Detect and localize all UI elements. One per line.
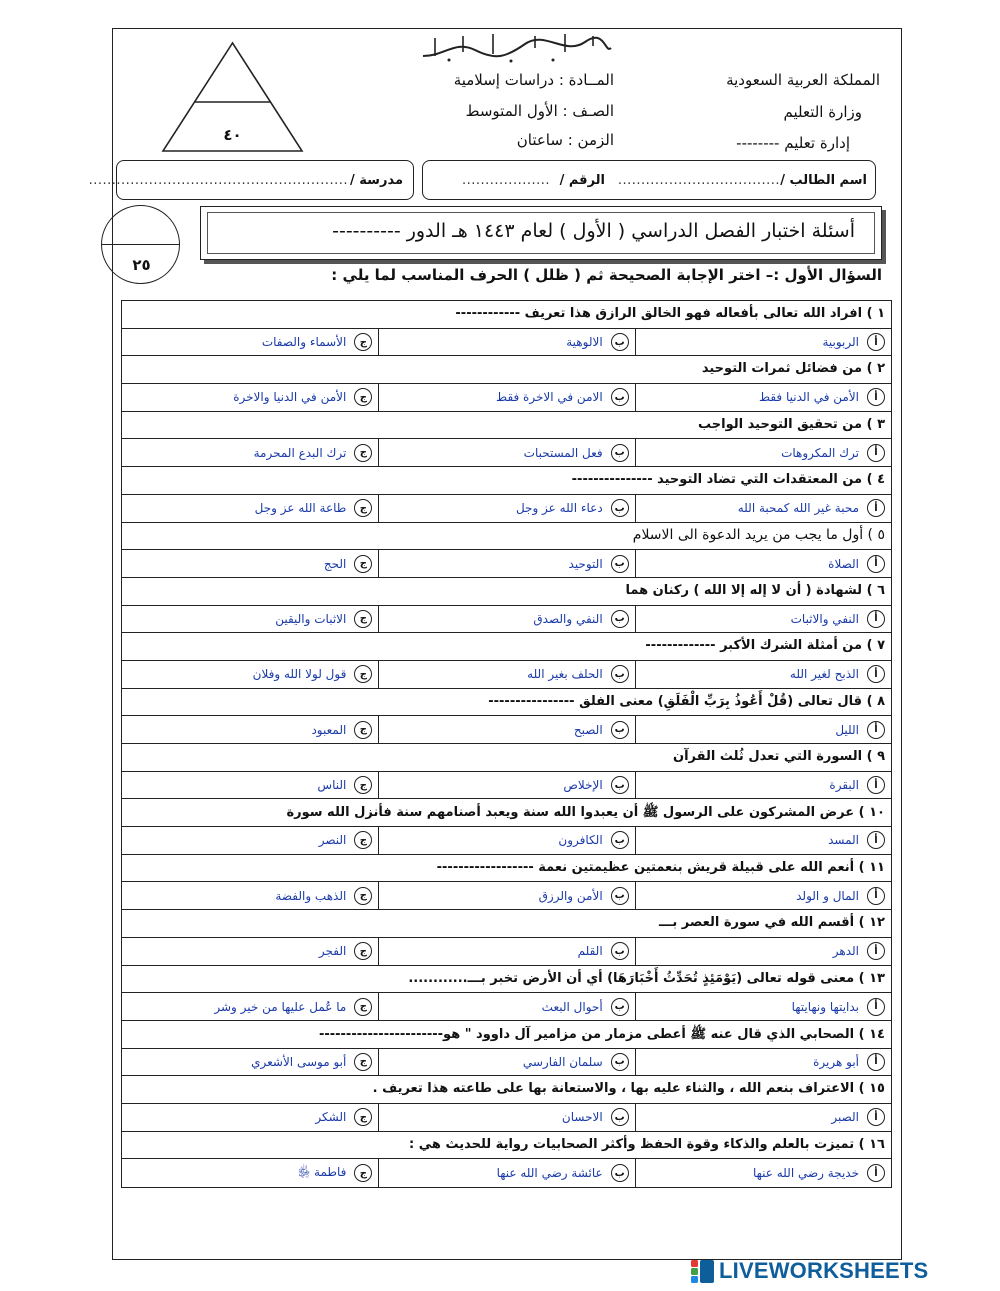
answer-option[interactable] xyxy=(378,439,634,466)
answer-option[interactable] xyxy=(122,1159,378,1187)
option-letter-circle[interactable]: أ xyxy=(867,887,885,905)
option-letter-circle[interactable]: أ xyxy=(867,610,885,628)
options-row xyxy=(122,1049,891,1077)
question-text: ١١ ) أنعم الله على قبيلة قريش بنعمتين عظيمتين نعمة ------------------ xyxy=(436,859,885,875)
answer-option[interactable] xyxy=(635,384,891,411)
options-row xyxy=(122,606,891,634)
option-letter-circle[interactable]: أ xyxy=(867,388,885,406)
time-label: الزمن : ساعتان xyxy=(516,131,614,149)
option-text: أبو هريرة xyxy=(813,1054,859,1069)
directorate-label: إدارة تعليم -------- xyxy=(736,134,850,152)
question-text: ١٠ ) عرض المشركون على الرسول ﷺ أن يعبدوا الله سنة ويعبد أصنامهم سنة فأنزل الله سورة xyxy=(286,805,885,821)
option-text: خديجة رضي الله عنها xyxy=(752,1166,859,1181)
option-letter-circle[interactable]: أ xyxy=(867,1108,885,1126)
question-text: ٧ ) من أمثلة الشرك الأكبر ------------- xyxy=(645,638,885,654)
question-row xyxy=(122,966,891,994)
question-row xyxy=(122,1076,891,1104)
question-text: ١٤ ) الصحابي الذي قال عنه ﷺ أعطى مزمار من مزامير آل داوود " هو----------------------- xyxy=(318,1026,885,1042)
option-text: الاثبات واليقين xyxy=(275,611,347,626)
option-text: ما عُمل عليها من خير وشر xyxy=(214,999,347,1014)
option-letter-circle[interactable]: أ xyxy=(867,831,885,849)
option-text: عائشة رضي الله عنها xyxy=(496,1166,603,1181)
answer-option[interactable] xyxy=(122,882,378,909)
option-text: قول لولا الله وفلان xyxy=(252,667,347,682)
options-row xyxy=(122,495,891,523)
answer-option[interactable] xyxy=(122,661,378,688)
answer-option[interactable] xyxy=(378,993,634,1020)
option-text: التوحيد xyxy=(568,556,603,571)
option-text: الامن في الاخرة فقط xyxy=(496,390,603,405)
option-text: الذهب والفضة xyxy=(275,888,347,903)
option-letter-circle[interactable]: أ xyxy=(867,444,885,462)
options-row xyxy=(122,661,891,689)
option-text: البقرة xyxy=(829,778,859,793)
option-letter-circle[interactable]: ج xyxy=(354,444,372,462)
option-text: الحلف بغير الله xyxy=(527,667,603,682)
options-row xyxy=(122,1159,891,1187)
answer-option[interactable] xyxy=(122,993,378,1020)
student-number-label: الرقم / xyxy=(559,173,605,188)
option-letter-circle[interactable]: ب xyxy=(611,721,629,739)
option-text: الحج xyxy=(323,556,347,571)
question-text: ١٥ ) الاعتراف بنعم الله ، والثناء عليه بها ، والاستعانة بها على طاعته هذا تعريف . xyxy=(372,1081,885,1097)
option-letter-circle[interactable]: ج xyxy=(354,388,372,406)
options-row xyxy=(122,827,891,855)
answer-option[interactable] xyxy=(378,772,634,799)
option-letter-circle[interactable]: ب xyxy=(611,998,629,1016)
question-row xyxy=(122,910,891,938)
option-text: الاحسان xyxy=(561,1110,603,1125)
answer-option[interactable] xyxy=(635,495,891,522)
answer-option[interactable] xyxy=(378,661,634,688)
basmala-calligraphy xyxy=(415,30,615,64)
option-letter-circle[interactable]: ج xyxy=(354,887,372,905)
liveworksheets-logo-text: LIVEWORKSHEETS xyxy=(719,1258,929,1283)
answer-option[interactable] xyxy=(122,827,378,854)
student-name-label: اسم الطالب / xyxy=(780,173,867,188)
option-letter-circle[interactable]: أ xyxy=(867,1053,885,1071)
options-row xyxy=(122,550,891,578)
option-letter-circle[interactable]: ج xyxy=(354,610,372,628)
answer-option[interactable] xyxy=(635,439,891,466)
answer-option[interactable] xyxy=(378,882,634,909)
option-text: الصبح xyxy=(573,722,603,737)
question-row xyxy=(122,1021,891,1049)
answer-option[interactable] xyxy=(635,661,891,688)
options-row xyxy=(122,439,891,467)
option-letter-circle[interactable]: ب xyxy=(611,1164,629,1182)
option-text: الأسماء والصفات xyxy=(261,335,347,350)
option-text: ترك البدع المحرمة xyxy=(253,445,347,460)
answer-option[interactable] xyxy=(635,1049,891,1076)
question-row xyxy=(122,578,891,606)
option-letter-circle[interactable]: ب xyxy=(611,942,629,960)
question-text: ٤ ) من المعتقدات التي تضاد التوحيد --------------- xyxy=(571,472,885,488)
answer-option[interactable] xyxy=(122,1104,378,1131)
answer-option[interactable] xyxy=(378,1159,634,1187)
grade-label: الصـف : الأول المتوسط xyxy=(465,102,614,120)
answer-option[interactable] xyxy=(378,384,634,411)
option-text: النصر xyxy=(318,833,347,848)
question-text: ١٣ ) معنى قوله تعالى (يَوْمَئِذٍ تُحَدِّثُ أَخْبَارَهَا) أي أن الأرض تخبر بـــ............ xyxy=(408,970,885,986)
subject-label: المــادة : دراسات إسلامية xyxy=(453,71,614,89)
option-text: طاعة الله عز وجل xyxy=(254,501,347,516)
question-text: ٩ ) السورة التي تعدل ثُلث القرآن xyxy=(673,749,885,764)
option-letter-circle[interactable]: أ xyxy=(867,555,885,573)
option-letter-circle[interactable]: ب xyxy=(611,333,629,351)
option-letter-circle[interactable]: ج xyxy=(354,333,372,351)
option-letter-circle[interactable]: أ xyxy=(867,998,885,1016)
answer-option[interactable] xyxy=(635,882,891,909)
student-number-field[interactable]: ................... xyxy=(461,173,550,188)
question-text: ١ ) افراد الله تعالى بأفعاله فهو الخالق الرازق هذا تعريف ------------ xyxy=(455,306,885,321)
option-text: أحوال البعث xyxy=(541,999,603,1014)
option-letter-circle[interactable]: ب xyxy=(611,499,629,517)
option-text: الأمن والرزق xyxy=(538,888,603,903)
answer-option[interactable] xyxy=(635,1104,891,1131)
kingdom-label: المملكة العربية السعودية xyxy=(726,71,880,89)
answer-option[interactable] xyxy=(635,606,891,633)
answer-option[interactable] xyxy=(122,329,378,356)
option-text: الصبر xyxy=(831,1110,859,1125)
options-row xyxy=(122,329,891,357)
liveworksheets-logo-icon xyxy=(690,1258,716,1284)
options-row xyxy=(122,716,891,744)
option-letter-circle[interactable]: ب xyxy=(611,1108,629,1126)
option-text: القلم xyxy=(577,944,603,959)
school-field[interactable]: ........................................................ xyxy=(88,173,348,188)
exam-title-box xyxy=(200,206,882,260)
answer-option[interactable] xyxy=(122,1049,378,1076)
options-row xyxy=(122,384,891,412)
option-letter-circle[interactable]: ج xyxy=(354,555,372,573)
option-letter-circle[interactable]: ج xyxy=(354,831,372,849)
option-letter-circle[interactable]: أ xyxy=(867,721,885,739)
student-info-box xyxy=(422,160,876,200)
section-heading: السؤال الأول :– اختر الإجابة الصحيحة ثم ( ظلل ) الحرف المناسب لما يلي : xyxy=(331,266,882,284)
option-text: الدهر xyxy=(832,944,859,959)
options-row xyxy=(122,882,891,910)
question-row xyxy=(122,689,891,717)
school-info-box xyxy=(88,160,414,200)
option-letter-circle[interactable]: ب xyxy=(611,444,629,462)
answer-option[interactable] xyxy=(378,827,634,854)
answer-option[interactable] xyxy=(635,550,891,577)
question-text: ٦ ) لشهادة ( أن لا إله إلا الله ) ركنان هما xyxy=(625,582,885,598)
option-letter-circle[interactable]: ب xyxy=(611,665,629,683)
option-text: محبة غير الله كمحبة الله xyxy=(737,501,859,516)
options-row xyxy=(122,1104,891,1132)
question-row xyxy=(122,1132,891,1160)
question-row xyxy=(122,744,891,772)
answer-option[interactable] xyxy=(635,1159,891,1187)
option-letter-circle[interactable]: ب xyxy=(611,887,629,905)
option-letter-circle[interactable]: ب xyxy=(611,610,629,628)
section-score: ٢٥ xyxy=(132,256,151,274)
option-letter-circle[interactable]: أ xyxy=(867,499,885,517)
total-score-triangle xyxy=(160,40,305,155)
question-text: ٣ ) من تحقيق التوحيد الواجب xyxy=(698,416,885,432)
option-text: فعل المستحبات xyxy=(523,445,603,460)
answer-option[interactable] xyxy=(378,550,634,577)
section-score-circle xyxy=(101,205,180,284)
answer-option[interactable] xyxy=(378,938,634,965)
option-letter-circle[interactable]: ج xyxy=(354,499,372,517)
option-letter-circle[interactable]: أ xyxy=(867,333,885,351)
option-text: الصلاة xyxy=(828,556,859,571)
option-text: فاطمة ﵂ xyxy=(298,1164,347,1179)
option-text: ترك المكروهات xyxy=(781,445,859,460)
option-letter-circle[interactable]: ج xyxy=(354,998,372,1016)
liveworksheets-logo xyxy=(690,1258,928,1284)
question-row xyxy=(122,356,891,384)
option-letter-circle[interactable]: أ xyxy=(867,776,885,794)
answer-option[interactable] xyxy=(378,495,634,522)
option-letter-circle[interactable]: ب xyxy=(611,1053,629,1071)
option-text: الإخلاص xyxy=(563,778,603,793)
option-text: سلمان الفارسي xyxy=(522,1054,603,1069)
option-text: بدايتها ونهايتها xyxy=(791,999,859,1014)
ministry-label: وزارة التعليم xyxy=(783,103,862,121)
option-text: المال و الولد xyxy=(796,888,859,903)
option-text: الالوهية xyxy=(566,335,603,350)
options-row xyxy=(122,938,891,966)
questions-table xyxy=(121,300,892,1188)
question-text: ١٦ ) تميزت بالعلم والذكاء وقوة الحفظ وأكثر الصحابيات رواية للحديث هي : xyxy=(409,1136,885,1152)
option-letter-circle[interactable]: ج xyxy=(354,776,372,794)
option-text: المعبود xyxy=(311,722,347,737)
answer-option[interactable] xyxy=(635,938,891,965)
option-letter-circle[interactable]: أ xyxy=(867,1164,885,1182)
question-row xyxy=(122,799,891,827)
option-letter-circle[interactable]: أ xyxy=(867,665,885,683)
answer-option[interactable] xyxy=(635,827,891,854)
answer-option[interactable] xyxy=(122,550,378,577)
answer-option[interactable] xyxy=(378,716,634,743)
option-letter-circle[interactable]: ب xyxy=(611,831,629,849)
exam-title: أسئلة اختبار الفصل الدراسي ( الأول ) لعام ١٤٤٣ هـ الدور ---------- xyxy=(332,220,855,242)
option-text: دعاء الله عز وجل xyxy=(515,501,603,516)
answer-option[interactable] xyxy=(122,495,378,522)
options-row xyxy=(122,772,891,800)
option-text: الربوبية xyxy=(822,335,859,350)
option-letter-circle[interactable]: ب xyxy=(611,388,629,406)
student-name-field[interactable]: ................................... xyxy=(617,173,780,188)
school-label: مدرسة / xyxy=(350,173,403,188)
question-row xyxy=(122,467,891,495)
option-text: الناس xyxy=(317,778,347,793)
option-text: الليل xyxy=(835,722,859,737)
answer-option[interactable] xyxy=(122,716,378,743)
answer-option[interactable] xyxy=(378,329,634,356)
total-score: ٤٠ xyxy=(223,126,242,144)
option-text: الكافرون xyxy=(558,833,603,848)
answer-option[interactable] xyxy=(378,606,634,633)
options-row xyxy=(122,993,891,1021)
answer-option[interactable] xyxy=(122,772,378,799)
option-text: الذبح لغير الله xyxy=(789,667,859,682)
option-text: الشكر xyxy=(315,1110,347,1125)
option-letter-circle[interactable]: ج xyxy=(354,1108,372,1126)
answer-option[interactable] xyxy=(122,606,378,633)
answer-option[interactable] xyxy=(635,772,891,799)
option-letter-circle[interactable]: أ xyxy=(867,942,885,960)
answer-option[interactable] xyxy=(122,439,378,466)
option-text: أبو موسى الأشعري xyxy=(251,1054,347,1069)
question-row xyxy=(122,523,891,551)
answer-option[interactable] xyxy=(378,1104,634,1131)
option-text: المسد xyxy=(828,833,859,848)
option-text: الأمن في الدنيا فقط xyxy=(758,390,859,405)
option-text: الأمن في الدنيا والاخرة xyxy=(233,390,347,405)
question-text: ٨ ) قال تعالى (قُلْ أَعُوذُ بِرَبِّ الْفَلَقِ) معنى الفلق ---------------- xyxy=(488,693,885,709)
answer-option[interactable] xyxy=(122,938,378,965)
option-letter-circle[interactable]: ج xyxy=(354,1164,372,1182)
option-text: النفي والصدق xyxy=(533,611,603,626)
answer-option[interactable] xyxy=(635,329,891,356)
question-row xyxy=(122,633,891,661)
question-row xyxy=(122,301,891,329)
option-letter-circle[interactable]: ج xyxy=(354,665,372,683)
option-letter-circle[interactable]: ج xyxy=(354,1053,372,1071)
option-text: النفي والاثبات xyxy=(790,611,859,626)
question-row xyxy=(122,855,891,883)
answer-option[interactable] xyxy=(635,993,891,1020)
option-letter-circle[interactable]: ج xyxy=(354,942,372,960)
question-text: ٢ ) من فضائل ثمرات التوحيد xyxy=(701,361,885,377)
answer-option[interactable] xyxy=(378,1049,634,1076)
answer-option[interactable] xyxy=(635,716,891,743)
question-text: ١٢ ) أقسم الله في سورة العصر بـــ xyxy=(659,915,885,931)
option-letter-circle[interactable]: ج xyxy=(354,721,372,739)
option-text: الفجر xyxy=(318,944,347,959)
option-letter-circle[interactable]: ب xyxy=(611,776,629,794)
answer-option[interactable] xyxy=(122,384,378,411)
option-letter-circle[interactable]: ب xyxy=(611,555,629,573)
question-row xyxy=(122,412,891,440)
question-text: ٥ ) أول ما يجب من يريد الدعوة الى الاسلام xyxy=(632,526,885,543)
